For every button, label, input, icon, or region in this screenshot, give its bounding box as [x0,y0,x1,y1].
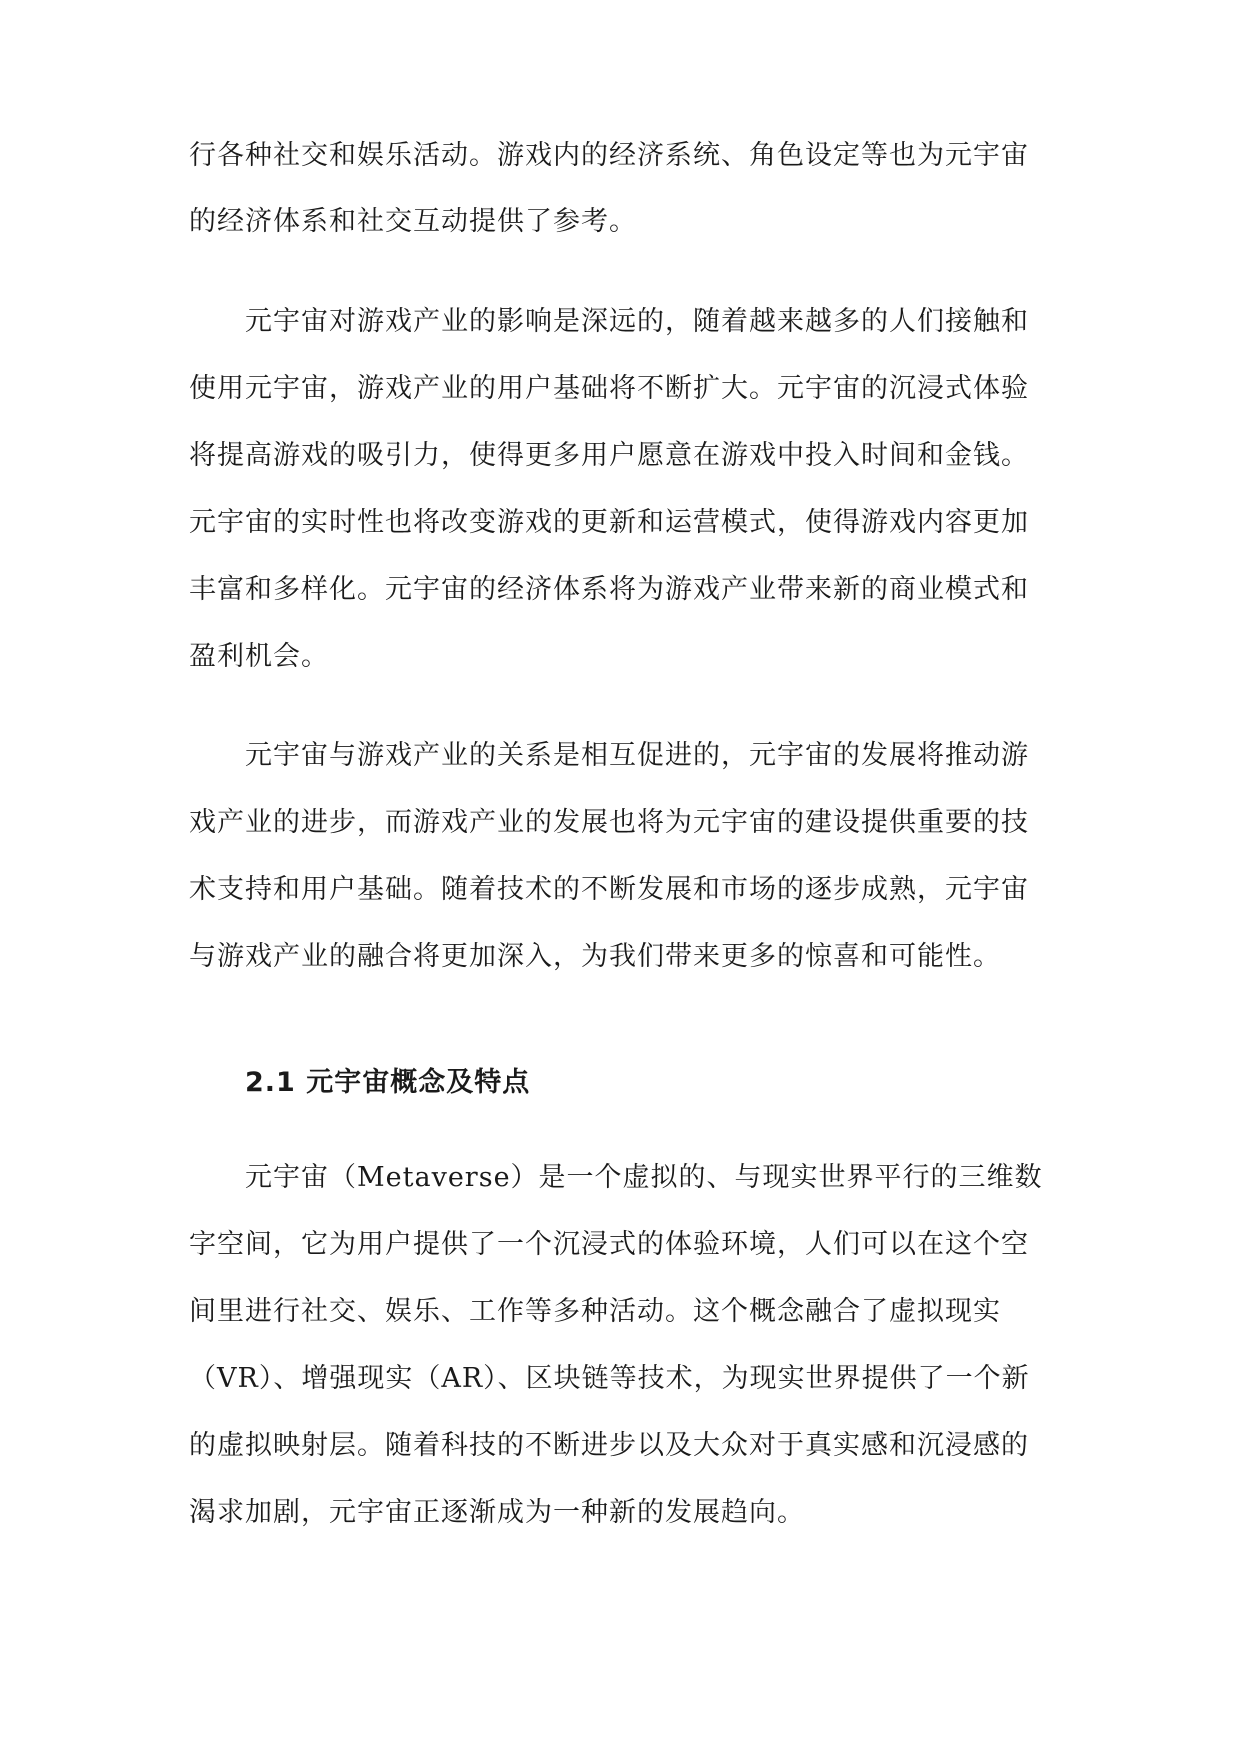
paragraph-first-line: 元宇宙与游戏产业的关系是相互促进的，元宇宙的发展将推动游 [245,740,1029,771]
text-line: 与游戏产业的融合将更加深入，为我们带来更多的惊喜和可能性。 [189,941,1001,972]
text-line: 的虚拟映射层。随着科技的不断进步以及大众对于真实感和沉浸感的 [189,1430,1029,1461]
section-heading: 2.1 元宇宙概念及特点 [245,1067,531,1098]
text-line: 行各种社交和娱乐活动。游戏内的经济系统、角色设定等也为元宇宙 [189,140,1029,171]
paragraph-first-line: 元宇宙（Metaverse）是一个虚拟的、与现实世界平行的三维数 [245,1162,1043,1193]
text-line: 术支持和用户基础。随着技术的不断发展和市场的逐步成熟，元宇宙 [189,874,1029,905]
text-line: 使用元宇宙，游戏产业的用户基础将不断扩大。元宇宙的沉浸式体验 [189,373,1029,404]
text-line: 丰富和多样化。元宇宙的经济体系将为游戏产业带来新的商业模式和 [189,574,1029,605]
text-line: 盈利机会。 [189,641,329,672]
text-line: 戏产业的进步，而游戏产业的发展也将为元宇宙的建设提供重要的技 [189,807,1029,838]
text-line: 元宇宙的实时性也将改变游戏的更新和运营模式，使得游戏内容更加 [189,507,1029,538]
paragraph-first-line: 元宇宙对游戏产业的影响是深远的，随着越来越多的人们接触和 [245,306,1029,337]
text-line: 间里进行社交、娱乐、工作等多种活动。这个概念融合了虚拟现实 [189,1296,1001,1327]
text-line: 渴求加剧，元宇宙正逐渐成为一种新的发展趋向。 [189,1497,805,1528]
text-line: 字空间，它为用户提供了一个沉浸式的体验环境，人们可以在这个空 [189,1229,1029,1260]
text-line: 的经济体系和社交互动提供了参考。 [189,206,637,237]
text-line: 将提高游戏的吸引力，使得更多用户愿意在游戏中投入时间和金钱。 [189,440,1029,471]
text-line: （VR）、增强现实（AR）、区块链等技术，为现实世界提供了一个新 [189,1363,1030,1394]
